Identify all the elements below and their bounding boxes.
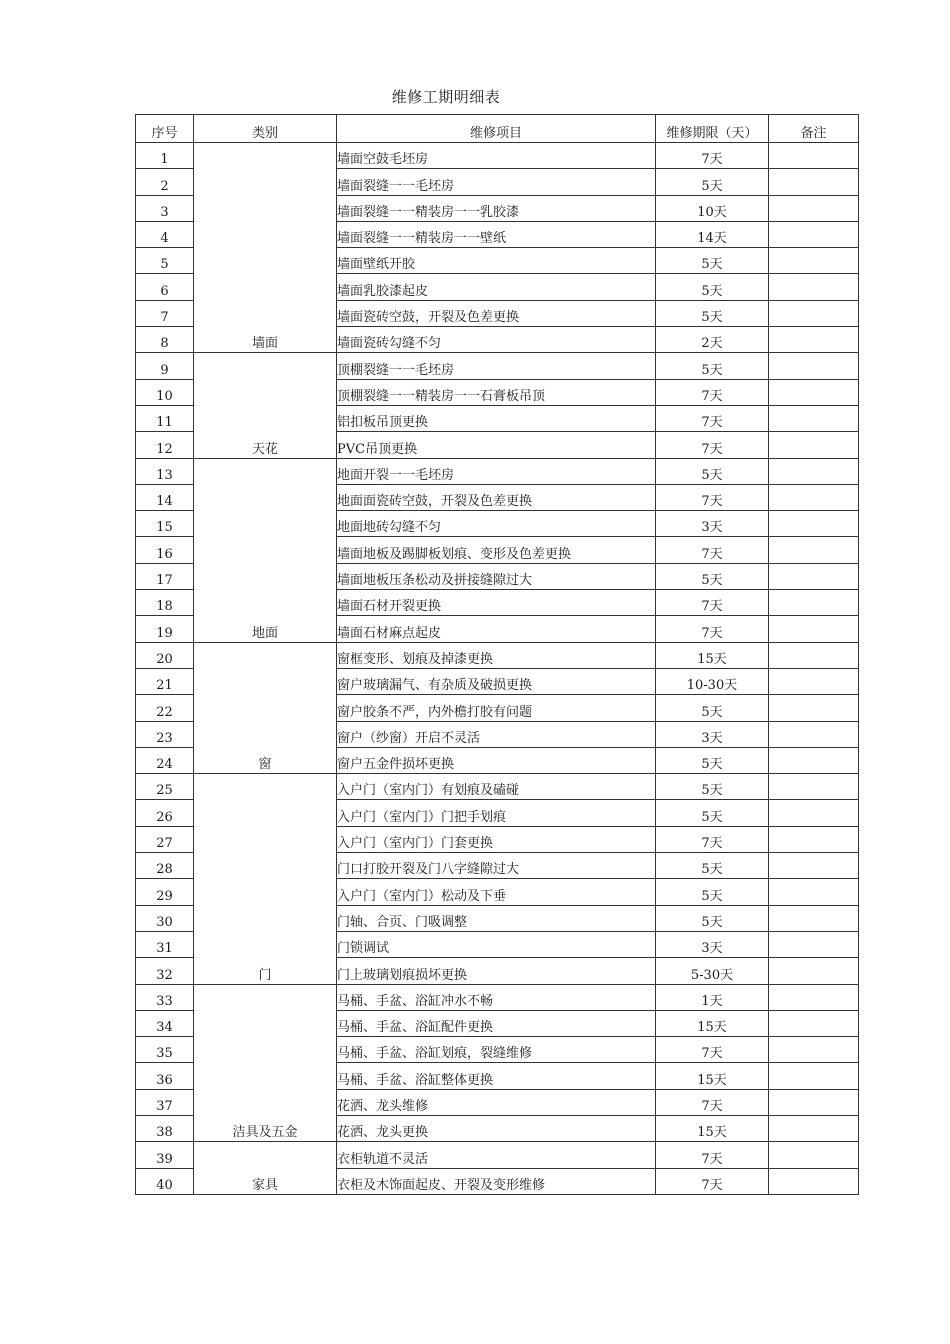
repair-days: 5天	[656, 695, 769, 721]
repair-days: 5天	[656, 774, 769, 800]
category-cell: 门	[194, 774, 337, 984]
note-cell	[769, 1089, 859, 1115]
repair-item: 门口打胶开裂及门八字缝隙过大	[337, 853, 656, 879]
note-cell	[769, 563, 859, 589]
row-number: 13	[136, 458, 194, 484]
table-row	[136, 143, 859, 169]
repair-days: 7天	[656, 379, 769, 405]
row-number: 36	[136, 1063, 194, 1089]
row-number: 18	[136, 590, 194, 616]
row-number: 9	[136, 353, 194, 379]
note-cell	[769, 221, 859, 247]
row-number: 2	[136, 169, 194, 195]
row-number: 30	[136, 905, 194, 931]
row-number: 31	[136, 931, 194, 957]
category-cell: 窗	[194, 642, 337, 773]
category-cell: 地面	[194, 458, 337, 642]
repair-schedule-table	[135, 114, 859, 1195]
category-cell: 天花	[194, 353, 337, 458]
row-number: 27	[136, 826, 194, 852]
row-number: 6	[136, 274, 194, 300]
repair-days: 7天	[656, 826, 769, 852]
repair-item: 墙面空鼓毛坯房	[337, 143, 656, 169]
repair-days: 5天	[656, 879, 769, 905]
note-cell	[769, 905, 859, 931]
repair-days: 5天	[656, 248, 769, 274]
note-cell	[769, 642, 859, 668]
header-note: 备注	[769, 115, 859, 143]
note-cell	[769, 853, 859, 879]
repair-item: 墙面裂缝一一毛坯房	[337, 169, 656, 195]
repair-item: 花洒、龙头更换	[337, 1115, 656, 1141]
repair-days: 7天	[656, 616, 769, 642]
note-cell	[769, 800, 859, 826]
category-cell: 家具	[194, 1142, 337, 1195]
repair-item: 门轴、合页、门吸调整	[337, 905, 656, 931]
repair-days: 7天	[656, 590, 769, 616]
repair-days: 5天	[656, 905, 769, 931]
note-cell	[769, 616, 859, 642]
repair-days: 5天	[656, 169, 769, 195]
row-number: 39	[136, 1142, 194, 1168]
repair-days: 7天	[656, 1142, 769, 1168]
repair-days: 15天	[656, 642, 769, 668]
repair-item: 马桶、手盆、浴缸配件更换	[337, 1010, 656, 1036]
row-number: 10	[136, 379, 194, 405]
repair-item: 入户门（室内门）门把手划痕	[337, 800, 656, 826]
repair-item: 入户门（室内门）门套更换	[337, 826, 656, 852]
row-number: 19	[136, 616, 194, 642]
repair-days: 10天	[656, 195, 769, 221]
row-number: 23	[136, 721, 194, 747]
repair-item: 地面地砖勾缝不匀	[337, 511, 656, 537]
document-title: 维修工期明细表	[391, 88, 501, 106]
repair-days: 7天	[656, 1089, 769, 1115]
header-category: 类别	[194, 115, 337, 143]
row-number: 8	[136, 327, 194, 353]
repair-item: 窗户玻璃漏气、有杂质及破损更换	[337, 668, 656, 694]
repair-days: 3天	[656, 931, 769, 957]
repair-days: 7天	[656, 1037, 769, 1063]
note-cell	[769, 379, 859, 405]
repair-days: 15天	[656, 1063, 769, 1089]
row-number: 12	[136, 432, 194, 458]
repair-item: 马桶、手盆、浴缸划痕，裂缝维修	[337, 1037, 656, 1063]
note-cell	[769, 774, 859, 800]
note-cell	[769, 143, 859, 169]
repair-item: 顶棚裂缝一一毛坯房	[337, 353, 656, 379]
row-number: 29	[136, 879, 194, 905]
note-cell	[769, 458, 859, 484]
note-cell	[769, 248, 859, 274]
repair-item: 墙面壁纸开胶	[337, 248, 656, 274]
repair-days: 5天	[656, 458, 769, 484]
row-number: 5	[136, 248, 194, 274]
repair-item: 墙面地板压条松动及拼接缝隙过大	[337, 563, 656, 589]
row-number: 3	[136, 195, 194, 221]
row-number: 1	[136, 143, 194, 169]
repair-days: 10-30天	[656, 668, 769, 694]
repair-days: 3天	[656, 721, 769, 747]
repair-item: 墙面石材麻点起皮	[337, 616, 656, 642]
note-cell	[769, 537, 859, 563]
repair-days: 5天	[656, 747, 769, 773]
note-cell	[769, 1115, 859, 1141]
table-row	[136, 642, 859, 668]
repair-item: 顶棚裂缝一一精装房一一石膏板吊顶	[337, 379, 656, 405]
row-number: 38	[136, 1115, 194, 1141]
note-cell	[769, 274, 859, 300]
note-cell	[769, 405, 859, 431]
note-cell	[769, 984, 859, 1010]
repair-days: 5天	[656, 274, 769, 300]
note-cell	[769, 1063, 859, 1089]
repair-item: 墙面瓷砖空鼓，开裂及色差更换	[337, 300, 656, 326]
repair-days: 2天	[656, 327, 769, 353]
note-cell	[769, 327, 859, 353]
row-number: 26	[136, 800, 194, 826]
row-number: 22	[136, 695, 194, 721]
repair-days: 14天	[656, 221, 769, 247]
repair-item: 窗框变形、划痕及掉漆更换	[337, 642, 656, 668]
repair-item: 入户门（室内门）有划痕及磕碰	[337, 774, 656, 800]
repair-days: 5天	[656, 353, 769, 379]
note-cell	[769, 1037, 859, 1063]
row-number: 25	[136, 774, 194, 800]
table-row	[136, 984, 859, 1010]
repair-item: 衣柜及木饰面起皮、开裂及变形维修	[337, 1168, 656, 1194]
note-cell	[769, 747, 859, 773]
repair-days: 15天	[656, 1115, 769, 1141]
repair-days: 5-30天	[656, 958, 769, 984]
category-cell: 洁具及五金	[194, 984, 337, 1142]
repair-item: 地面面瓷砖空鼓，开裂及色差更换	[337, 484, 656, 510]
repair-item: 门上玻璃划痕损坏更换	[337, 958, 656, 984]
repair-days: 7天	[656, 484, 769, 510]
repair-item: 门锁调试	[337, 931, 656, 957]
repair-days: 5天	[656, 800, 769, 826]
repair-item: 墙面石材开裂更换	[337, 590, 656, 616]
repair-days: 5天	[656, 300, 769, 326]
row-number: 17	[136, 563, 194, 589]
repair-days: 7天	[656, 405, 769, 431]
row-number: 40	[136, 1168, 194, 1194]
row-number: 37	[136, 1089, 194, 1115]
repair-item: 窗户胶条不严，内外檐打胶有问题	[337, 695, 656, 721]
repair-days: 7天	[656, 143, 769, 169]
repair-item: 墙面裂缝一一精装房一一乳胶漆	[337, 195, 656, 221]
repair-item: 地面开裂一一毛坯房	[337, 458, 656, 484]
note-cell	[769, 668, 859, 694]
repair-item: 窗户（纱窗）开启不灵活	[337, 721, 656, 747]
repair-days: 3天	[656, 511, 769, 537]
repair-item: 马桶、手盆、浴缸整体更换	[337, 1063, 656, 1089]
header-days: 维修期限（天）	[656, 115, 769, 143]
row-number: 15	[136, 511, 194, 537]
category-cell: 墙面	[194, 143, 337, 353]
note-cell	[769, 590, 859, 616]
note-cell	[769, 169, 859, 195]
note-cell	[769, 300, 859, 326]
table-row	[136, 353, 859, 379]
note-cell	[769, 879, 859, 905]
row-number: 11	[136, 405, 194, 431]
repair-days: 7天	[656, 537, 769, 563]
repair-item: PVC吊顶更换	[337, 432, 656, 458]
row-number: 32	[136, 958, 194, 984]
repair-item: 墙面瓷砖勾缝不匀	[337, 327, 656, 353]
repair-item: 马桶、手盆、浴缸冲水不畅	[337, 984, 656, 1010]
repair-item: 墙面乳胶漆起皮	[337, 274, 656, 300]
row-number: 14	[136, 484, 194, 510]
note-cell	[769, 695, 859, 721]
note-cell	[769, 1142, 859, 1168]
note-cell	[769, 195, 859, 221]
repair-item: 墙面裂缝一一精装房一一壁纸	[337, 221, 656, 247]
note-cell	[769, 958, 859, 984]
repair-item: 入户门（室内门）松动及下垂	[337, 879, 656, 905]
row-number: 35	[136, 1037, 194, 1063]
repair-days: 1天	[656, 984, 769, 1010]
repair-days: 5天	[656, 853, 769, 879]
repair-item: 铝扣板吊顶更换	[337, 405, 656, 431]
row-number: 4	[136, 221, 194, 247]
table-row	[136, 458, 859, 484]
repair-days: 7天	[656, 432, 769, 458]
row-number: 20	[136, 642, 194, 668]
row-number: 7	[136, 300, 194, 326]
repair-days: 5天	[656, 563, 769, 589]
repair-item: 花洒、龙头维修	[337, 1089, 656, 1115]
note-cell	[769, 1168, 859, 1194]
row-number: 34	[136, 1010, 194, 1036]
repair-days: 15天	[656, 1010, 769, 1036]
row-number: 33	[136, 984, 194, 1010]
table-header-row	[136, 115, 859, 143]
table-row	[136, 1142, 859, 1168]
note-cell	[769, 353, 859, 379]
note-cell	[769, 1010, 859, 1036]
row-number: 16	[136, 537, 194, 563]
header-item: 维修项目	[337, 115, 656, 143]
note-cell	[769, 484, 859, 510]
row-number: 24	[136, 747, 194, 773]
header-no: 序号	[136, 115, 194, 143]
repair-days: 7天	[656, 1168, 769, 1194]
repair-item: 窗户五金件损坏更换	[337, 747, 656, 773]
note-cell	[769, 432, 859, 458]
note-cell	[769, 511, 859, 537]
row-number: 28	[136, 853, 194, 879]
note-cell	[769, 721, 859, 747]
repair-item: 墙面地板及踢脚板划痕、变形及色差更换	[337, 537, 656, 563]
row-number: 21	[136, 668, 194, 694]
repair-item: 衣柜轨道不灵活	[337, 1142, 656, 1168]
table-body	[136, 143, 859, 1195]
table-row	[136, 774, 859, 800]
note-cell	[769, 826, 859, 852]
note-cell	[769, 931, 859, 957]
